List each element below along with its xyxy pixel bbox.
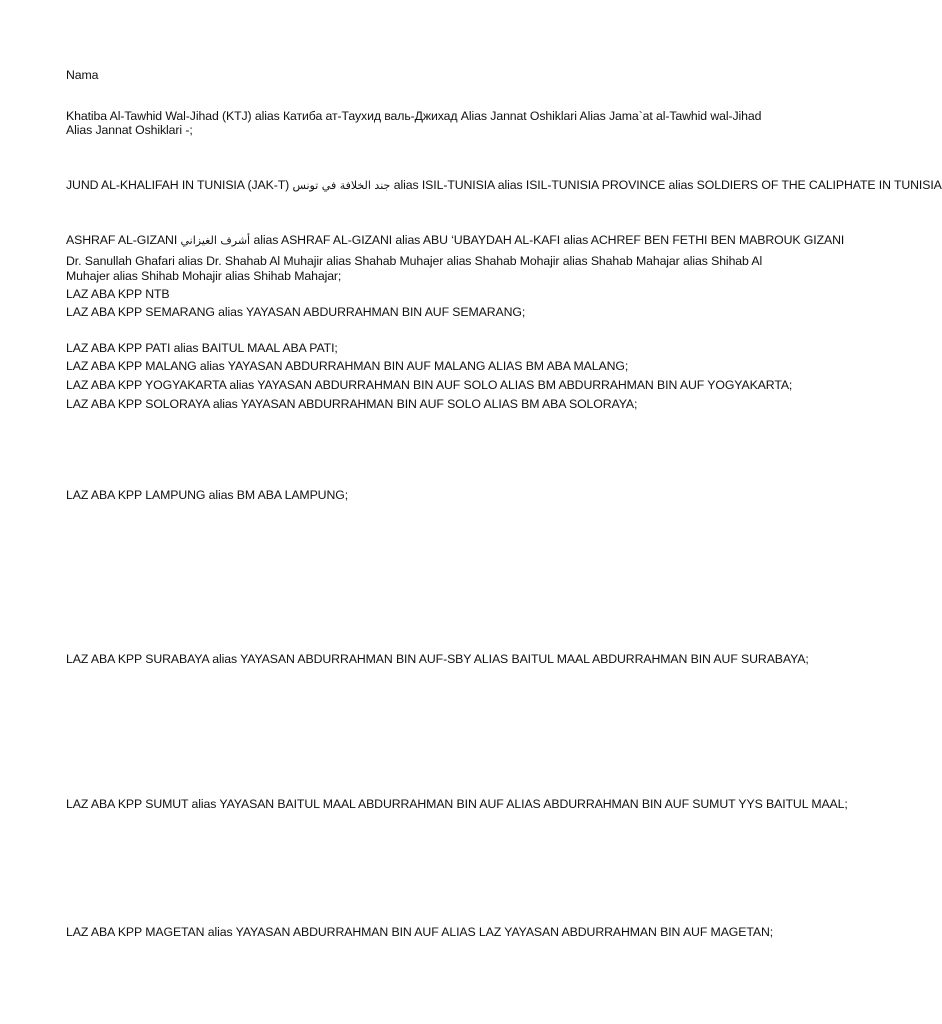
entry-jak-t-aliases: alias ISIL-TUNISIA alias ISIL-TUNISIA PROVINCE alias SOLDIERS OF THE CALIPHATE IN TUNISIA xyxy=(393,178,942,192)
entry-laz-magetan: LAZ ABA KPP MAGETAN alias YAYASAN ABDURRAHMAN BIN AUF ALIAS LAZ YAYASAN ABDURRAHMAN BIN AUF MAGETAN; xyxy=(66,925,774,939)
entry-laz-malang: LAZ ABA KPP MALANG alias YAYASAN ABDURRAHMAN BIN AUF MALANG ALIAS BM ABA MALANG; xyxy=(66,359,629,373)
entry-laz-surabaya: LAZ ABA KPP SURABAYA alias YAYASAN ABDURRAHMAN BIN AUF-SBY ALIAS BAITUL MAAL ABDURRAHMAN BIN AUF SURABAYA; xyxy=(66,652,809,666)
entry-laz-yogyakarta: LAZ ABA KPP YOGYAKARTA alias YAYASAN ABDURRAHMAN BIN AUF SOLO ALIAS BM ABDURRAHMAN BIN AUF YOGYAKARTA; xyxy=(66,378,793,392)
entry-jak-t-name: JUND AL-KHALIFAH IN TUNISIA (JAK-T) xyxy=(66,178,290,192)
entry-jak-t-arabic: جند الخلافة في تونس xyxy=(292,179,391,192)
entry-laz-lampung: LAZ ABA KPP LAMPUNG alias BM ABA LAMPUNG; xyxy=(66,488,349,502)
entry-laz-sumut: LAZ ABA KPP SUMUT alias YAYASAN BAITUL MAAL ABDURRAHMAN BIN AUF ALIAS ABDURRAHMAN BIN AUF SUMUT YYS BAITUL MAAL; xyxy=(66,797,848,811)
entry-laz-pati: LAZ ABA KPP PATI alias BAITUL MAAL ABA PATI; xyxy=(66,341,338,355)
column-header-nama: Nama xyxy=(66,68,99,82)
entry-gizani xyxy=(66,233,844,248)
entry-laz-ntb: LAZ ABA KPP NTB xyxy=(66,287,170,301)
entry-gizani-name: ASHRAF AL-GIZANI xyxy=(66,233,178,247)
entry-ktj-line-2: Alias Jannat Oshiklari -; xyxy=(66,123,193,137)
entry-sanullah-line-1: Dr. Sanullah Ghafari alias Dr. Shahab Al Muhajir alias Shahab Muhajer alias Shahab Mohajir alias Shahab Mahajar alias Shihab Al xyxy=(66,254,763,268)
entry-jak-t xyxy=(66,178,942,193)
entry-laz-soloraya: LAZ ABA KPP SOLORAYA alias YAYASAN ABDURRAHMAN BIN AUF SOLO ALIAS BM ABA SOLORAYA; xyxy=(66,397,638,411)
entry-sanullah-line-2: Muhajer alias Shihab Mohajir alias Shihab Mahajar; xyxy=(66,269,342,283)
entry-gizani-arabic: أشرف الغيزاني xyxy=(180,234,251,247)
entry-ktj-line-1: Khatiba Al-Tawhid Wal-Jihad (KTJ) alias Катиба ат-Таухид валь-Джихад Alias Jannat Oshiklari Alias Jama`at al-Tawhid wal-Jihad xyxy=(66,109,762,123)
entry-gizani-aliases: alias ASHRAF AL-GIZANI alias ABU ‘UBAYDAH AL-KAFI alias ACHREF BEN FETHI BEN MABROUK GIZANI xyxy=(253,233,845,247)
entry-laz-semarang: LAZ ABA KPP SEMARANG alias YAYASAN ABDURRAHMAN BIN AUF SEMARANG; xyxy=(66,305,526,319)
